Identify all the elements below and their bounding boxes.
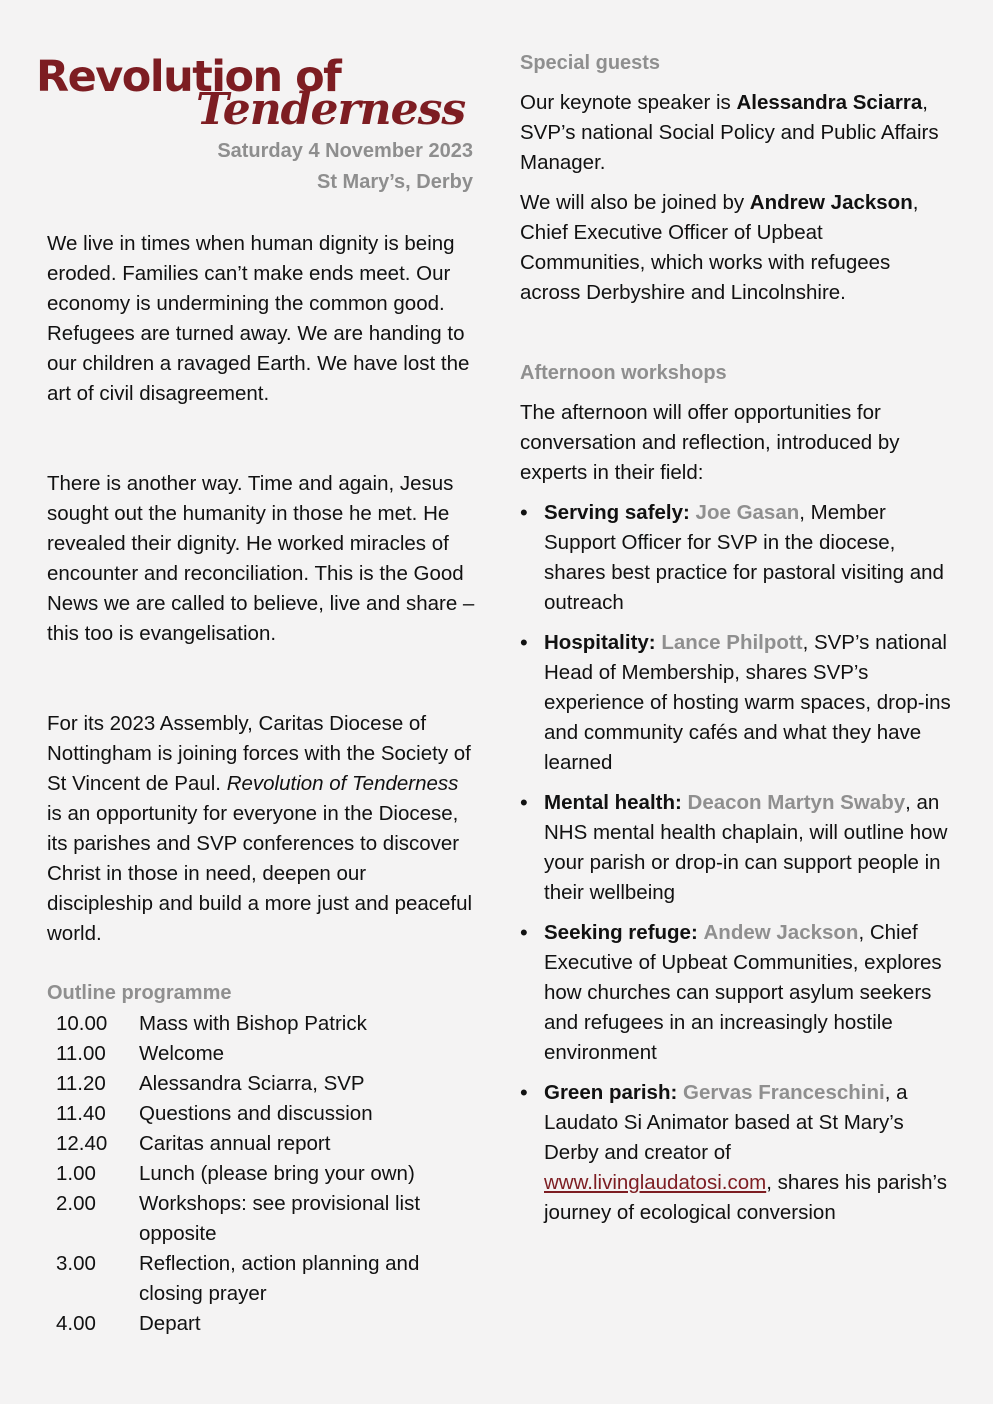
programme-time: 4.00 <box>56 1312 96 1335</box>
title-tenderness: Tenderness <box>196 84 466 135</box>
programme-time: 1.00 <box>56 1162 96 1185</box>
programme-time: 11.40 <box>56 1102 106 1125</box>
event-venue: St Mary’s, Derby <box>317 171 473 193</box>
guest-name: Andrew Jackson <box>749 191 913 214</box>
workshops-intro: The afternoon will offer opportunities for conversation and reflection, introduced by experts in their field: <box>520 401 900 484</box>
title-revolution-of: Revolution of <box>36 52 341 102</box>
workshop-topic: Serving safely: <box>544 501 690 524</box>
bullet-icon: • <box>520 500 528 525</box>
workshop-speaker: Joe Gasan <box>695 501 800 524</box>
intro-paragraph-3: For its 2023 Assembly, Caritas Diocese of Nottingham is joining forces with the Society of St Vincent de Paul. Revolution of Tenderness is an opportunity for everyone in the Diocese, its parishes and SVP conferences to discover Christ in those in need, deepen our discipleship and build a more just and peaceful world. <box>47 712 473 945</box>
programme-item: Caritas annual report <box>139 1132 331 1155</box>
workshop-topic: Green parish: <box>544 1081 678 1104</box>
bullet-icon: • <box>520 1080 528 1105</box>
programme-heading: Outline programme <box>47 982 232 1004</box>
programme-item: Questions and discussion <box>139 1102 373 1125</box>
programme-item: Alessandra Sciarra, SVP <box>139 1072 365 1095</box>
keynote-speaker-name: Alessandra Sciarra <box>736 91 923 114</box>
programme-time: 11.20 <box>56 1072 106 1095</box>
programme-item: Workshops: see provisional list opposite <box>139 1192 421 1245</box>
programme-time: 12.40 <box>56 1132 108 1155</box>
workshop-speaker: Andew Jackson <box>703 921 859 944</box>
workshop-speaker: Lance Philpott <box>661 631 803 654</box>
programme-time: 10.00 <box>56 1012 108 1035</box>
programme-item: Depart <box>139 1312 201 1335</box>
programme-item: Reflection, action planning and closing prayer <box>139 1252 420 1305</box>
website-link[interactable]: www.livinglaudatosi.com <box>544 1171 767 1194</box>
intro-paragraph-1: We live in times when human dignity is being eroded. Families can’t make ends meet. Our economy is undermining the common good. Refugees are turned away. We are handing to our children a ravaged Earth. We have lost the art of civil disagreement. <box>47 232 470 405</box>
workshops-heading: Afternoon workshops <box>520 362 727 384</box>
special-guests-heading: Special guests <box>520 52 661 74</box>
intro-paragraph-2: There is another way. Time and again, Jesus sought out the humanity in those he met. He revealed their dignity. He worked miracles of encounter and reconciliation. This is the Good News we are called to believe, live and share – this too is evangelisation. <box>47 472 475 645</box>
programme-item: Welcome <box>139 1042 225 1065</box>
workshop-topic: Seeking refuge: <box>544 921 698 944</box>
guests-paragraph-2: We will also be joined by Andrew Jackson, Chief Executive Officer of Upbeat Communities, which works with refugees across Derbyshire and Lincolnshire. <box>520 191 919 304</box>
programme-time: 11.00 <box>56 1042 106 1065</box>
event-date: Saturday 4 November 2023 <box>217 140 473 162</box>
programme-item: Mass with Bishop Patrick <box>139 1012 367 1035</box>
workshop-topic: Mental health: <box>544 791 682 814</box>
bullet-icon: • <box>520 630 528 655</box>
italic-title: Revolution of Tenderness <box>226 772 459 795</box>
programme-time: 2.00 <box>56 1192 96 1215</box>
workshop-topic: Hospitality: <box>544 631 656 654</box>
workshop-speaker: Gervas Franceschini <box>683 1081 885 1104</box>
programme-item: Lunch (please bring your own) <box>139 1162 415 1185</box>
guests-paragraph-1: Our keynote speaker is Alessandra Sciarra, SVP’s national Social Policy and Public Affairs Manager. <box>520 91 939 174</box>
programme-time: 3.00 <box>56 1252 96 1275</box>
bullet-icon: • <box>520 920 528 945</box>
bullet-icon: • <box>520 790 528 815</box>
workshop-speaker: Deacon Martyn Swaby <box>687 791 906 814</box>
